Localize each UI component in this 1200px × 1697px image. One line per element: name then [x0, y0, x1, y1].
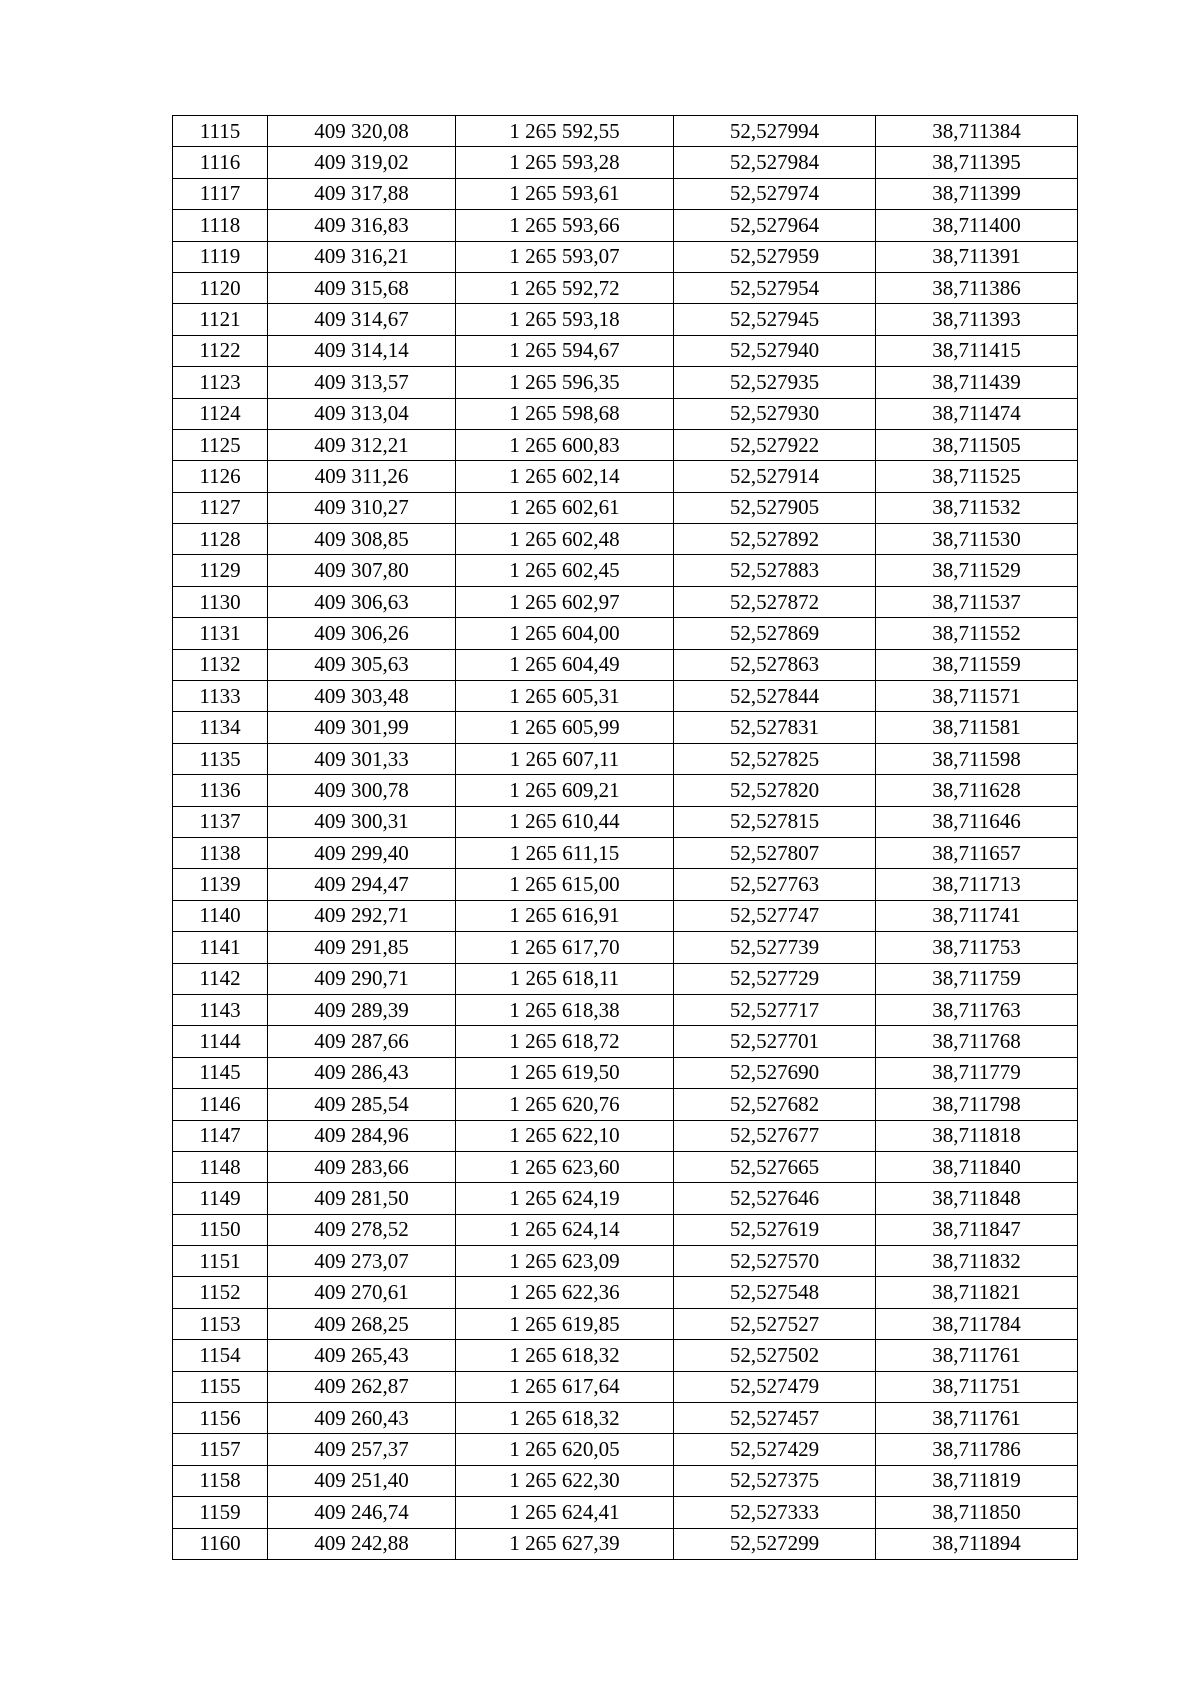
latitude-cell: 52,527429 [674, 1434, 876, 1465]
table-row [173, 178, 1078, 209]
latitude-cell: 52,527844 [674, 681, 876, 712]
table-row [173, 586, 1078, 617]
y-coordinate-cell: 1 265 618,72 [456, 1026, 674, 1057]
x-coordinate-cell: 409 246,74 [268, 1497, 456, 1528]
table-row [173, 398, 1078, 429]
longitude-cell: 38,711894 [876, 1528, 1078, 1559]
table-row [173, 712, 1078, 743]
point-number-cell: 1147 [173, 1120, 268, 1151]
x-coordinate-cell: 409 314,14 [268, 335, 456, 366]
latitude-cell: 52,527299 [674, 1528, 876, 1559]
point-number-cell: 1131 [173, 618, 268, 649]
point-number-cell: 1160 [173, 1528, 268, 1559]
longitude-cell: 38,711759 [876, 963, 1078, 994]
x-coordinate-cell: 409 292,71 [268, 900, 456, 931]
longitude-cell: 38,711850 [876, 1497, 1078, 1528]
y-coordinate-cell: 1 265 618,32 [456, 1403, 674, 1434]
y-coordinate-cell: 1 265 604,49 [456, 649, 674, 680]
longitude-cell: 38,711393 [876, 304, 1078, 335]
x-coordinate-cell: 409 289,39 [268, 994, 456, 1025]
y-coordinate-cell: 1 265 593,28 [456, 147, 674, 178]
y-coordinate-cell: 1 265 619,85 [456, 1308, 674, 1339]
point-number-cell: 1115 [173, 116, 268, 147]
longitude-cell: 38,711395 [876, 147, 1078, 178]
table-row [173, 1308, 1078, 1339]
point-number-cell: 1134 [173, 712, 268, 743]
point-number-cell: 1127 [173, 492, 268, 523]
point-number-cell: 1144 [173, 1026, 268, 1057]
latitude-cell: 52,527457 [674, 1403, 876, 1434]
longitude-cell: 38,711529 [876, 555, 1078, 586]
x-coordinate-cell: 409 299,40 [268, 837, 456, 868]
latitude-cell: 52,527940 [674, 335, 876, 366]
table-row [173, 241, 1078, 272]
longitude-cell: 38,711657 [876, 837, 1078, 868]
latitude-cell: 52,527375 [674, 1465, 876, 1496]
x-coordinate-cell: 409 308,85 [268, 524, 456, 555]
y-coordinate-cell: 1 265 602,45 [456, 555, 674, 586]
point-number-cell: 1120 [173, 272, 268, 303]
y-coordinate-cell: 1 265 617,70 [456, 932, 674, 963]
latitude-cell: 52,527815 [674, 806, 876, 837]
coordinates-table [172, 115, 1078, 1560]
table-row [173, 1183, 1078, 1214]
point-number-cell: 1151 [173, 1246, 268, 1277]
x-coordinate-cell: 409 262,87 [268, 1371, 456, 1402]
latitude-cell: 52,527872 [674, 586, 876, 617]
point-number-cell: 1155 [173, 1371, 268, 1402]
point-number-cell: 1124 [173, 398, 268, 429]
latitude-cell: 52,527717 [674, 994, 876, 1025]
x-coordinate-cell: 409 315,68 [268, 272, 456, 303]
longitude-cell: 38,711840 [876, 1151, 1078, 1182]
y-coordinate-cell: 1 265 620,05 [456, 1434, 674, 1465]
y-coordinate-cell: 1 265 605,99 [456, 712, 674, 743]
point-number-cell: 1150 [173, 1214, 268, 1245]
y-coordinate-cell: 1 265 602,14 [456, 461, 674, 492]
table-row [173, 304, 1078, 335]
latitude-cell: 52,527964 [674, 210, 876, 241]
x-coordinate-cell: 409 307,80 [268, 555, 456, 586]
x-coordinate-cell: 409 313,04 [268, 398, 456, 429]
table-row [173, 1151, 1078, 1182]
longitude-cell: 38,711474 [876, 398, 1078, 429]
table-row [173, 272, 1078, 303]
x-coordinate-cell: 409 265,43 [268, 1340, 456, 1371]
longitude-cell: 38,711552 [876, 618, 1078, 649]
table-row [173, 994, 1078, 1025]
longitude-cell: 38,711391 [876, 241, 1078, 272]
latitude-cell: 52,527665 [674, 1151, 876, 1182]
latitude-cell: 52,527570 [674, 1246, 876, 1277]
latitude-cell: 52,527892 [674, 524, 876, 555]
y-coordinate-cell: 1 265 602,48 [456, 524, 674, 555]
point-number-cell: 1149 [173, 1183, 268, 1214]
latitude-cell: 52,527739 [674, 932, 876, 963]
latitude-cell: 52,527994 [674, 116, 876, 147]
point-number-cell: 1117 [173, 178, 268, 209]
longitude-cell: 38,711386 [876, 272, 1078, 303]
latitude-cell: 52,527690 [674, 1057, 876, 1088]
latitude-cell: 52,527333 [674, 1497, 876, 1528]
point-number-cell: 1158 [173, 1465, 268, 1496]
table-row [173, 1277, 1078, 1308]
longitude-cell: 38,711832 [876, 1246, 1078, 1277]
longitude-cell: 38,711598 [876, 743, 1078, 774]
longitude-cell: 38,711525 [876, 461, 1078, 492]
point-number-cell: 1156 [173, 1403, 268, 1434]
table-row [173, 1026, 1078, 1057]
table-row [173, 147, 1078, 178]
x-coordinate-cell: 409 278,52 [268, 1214, 456, 1245]
latitude-cell: 52,527807 [674, 837, 876, 868]
y-coordinate-cell: 1 265 600,83 [456, 429, 674, 460]
point-number-cell: 1132 [173, 649, 268, 680]
table-row [173, 869, 1078, 900]
x-coordinate-cell: 409 242,88 [268, 1528, 456, 1559]
point-number-cell: 1159 [173, 1497, 268, 1528]
x-coordinate-cell: 409 281,50 [268, 1183, 456, 1214]
latitude-cell: 52,527869 [674, 618, 876, 649]
table-row [173, 1089, 1078, 1120]
y-coordinate-cell: 1 265 605,31 [456, 681, 674, 712]
table-row [173, 116, 1078, 147]
table-row [173, 1497, 1078, 1528]
point-number-cell: 1152 [173, 1277, 268, 1308]
table-row [173, 743, 1078, 774]
table-row [173, 963, 1078, 994]
latitude-cell: 52,527831 [674, 712, 876, 743]
longitude-cell: 38,711818 [876, 1120, 1078, 1151]
y-coordinate-cell: 1 265 592,55 [456, 116, 674, 147]
longitude-cell: 38,711537 [876, 586, 1078, 617]
x-coordinate-cell: 409 319,02 [268, 147, 456, 178]
latitude-cell: 52,527646 [674, 1183, 876, 1214]
latitude-cell: 52,527677 [674, 1120, 876, 1151]
point-number-cell: 1138 [173, 837, 268, 868]
table-row [173, 837, 1078, 868]
longitude-cell: 38,711400 [876, 210, 1078, 241]
latitude-cell: 52,527930 [674, 398, 876, 429]
table-row [173, 806, 1078, 837]
point-number-cell: 1143 [173, 994, 268, 1025]
longitude-cell: 38,711505 [876, 429, 1078, 460]
point-number-cell: 1139 [173, 869, 268, 900]
x-coordinate-cell: 409 313,57 [268, 367, 456, 398]
table-row [173, 649, 1078, 680]
point-number-cell: 1142 [173, 963, 268, 994]
x-coordinate-cell: 409 306,63 [268, 586, 456, 617]
y-coordinate-cell: 1 265 607,11 [456, 743, 674, 774]
latitude-cell: 52,527682 [674, 1089, 876, 1120]
table-row [173, 210, 1078, 241]
x-coordinate-cell: 409 301,33 [268, 743, 456, 774]
y-coordinate-cell: 1 265 623,60 [456, 1151, 674, 1182]
latitude-cell: 52,527922 [674, 429, 876, 460]
latitude-cell: 52,527820 [674, 775, 876, 806]
point-number-cell: 1123 [173, 367, 268, 398]
longitude-cell: 38,711763 [876, 994, 1078, 1025]
x-coordinate-cell: 409 316,21 [268, 241, 456, 272]
latitude-cell: 52,527974 [674, 178, 876, 209]
point-number-cell: 1121 [173, 304, 268, 335]
longitude-cell: 38,711821 [876, 1277, 1078, 1308]
longitude-cell: 38,711761 [876, 1403, 1078, 1434]
x-coordinate-cell: 409 300,31 [268, 806, 456, 837]
longitude-cell: 38,711848 [876, 1183, 1078, 1214]
y-coordinate-cell: 1 265 616,91 [456, 900, 674, 931]
longitude-cell: 38,711439 [876, 367, 1078, 398]
latitude-cell: 52,527527 [674, 1308, 876, 1339]
table-row [173, 1340, 1078, 1371]
x-coordinate-cell: 409 310,27 [268, 492, 456, 523]
x-coordinate-cell: 409 268,25 [268, 1308, 456, 1339]
x-coordinate-cell: 409 270,61 [268, 1277, 456, 1308]
table-row [173, 1371, 1078, 1402]
longitude-cell: 38,711786 [876, 1434, 1078, 1465]
table-row [173, 1057, 1078, 1088]
table-row [173, 1528, 1078, 1559]
latitude-cell: 52,527984 [674, 147, 876, 178]
latitude-cell: 52,527883 [674, 555, 876, 586]
x-coordinate-cell: 409 312,21 [268, 429, 456, 460]
table-row [173, 524, 1078, 555]
table-row [173, 932, 1078, 963]
y-coordinate-cell: 1 265 627,39 [456, 1528, 674, 1559]
latitude-cell: 52,527548 [674, 1277, 876, 1308]
table-row [173, 429, 1078, 460]
y-coordinate-cell: 1 265 622,30 [456, 1465, 674, 1496]
longitude-cell: 38,711751 [876, 1371, 1078, 1402]
point-number-cell: 1130 [173, 586, 268, 617]
longitude-cell: 38,711819 [876, 1465, 1078, 1496]
point-number-cell: 1125 [173, 429, 268, 460]
y-coordinate-cell: 1 265 618,38 [456, 994, 674, 1025]
y-coordinate-cell: 1 265 624,14 [456, 1214, 674, 1245]
latitude-cell: 52,527729 [674, 963, 876, 994]
table-row [173, 555, 1078, 586]
latitude-cell: 52,527959 [674, 241, 876, 272]
longitude-cell: 38,711753 [876, 932, 1078, 963]
y-coordinate-cell: 1 265 620,76 [456, 1089, 674, 1120]
x-coordinate-cell: 409 284,96 [268, 1120, 456, 1151]
longitude-cell: 38,711581 [876, 712, 1078, 743]
y-coordinate-cell: 1 265 624,41 [456, 1497, 674, 1528]
y-coordinate-cell: 1 265 604,00 [456, 618, 674, 649]
point-number-cell: 1133 [173, 681, 268, 712]
x-coordinate-cell: 409 251,40 [268, 1465, 456, 1496]
point-number-cell: 1148 [173, 1151, 268, 1182]
latitude-cell: 52,527945 [674, 304, 876, 335]
longitude-cell: 38,711741 [876, 900, 1078, 931]
longitude-cell: 38,711559 [876, 649, 1078, 680]
x-coordinate-cell: 409 273,07 [268, 1246, 456, 1277]
longitude-cell: 38,711761 [876, 1340, 1078, 1371]
point-number-cell: 1140 [173, 900, 268, 931]
x-coordinate-cell: 409 303,48 [268, 681, 456, 712]
table-row [173, 775, 1078, 806]
x-coordinate-cell: 409 260,43 [268, 1403, 456, 1434]
table-row [173, 1434, 1078, 1465]
x-coordinate-cell: 409 301,99 [268, 712, 456, 743]
x-coordinate-cell: 409 285,54 [268, 1089, 456, 1120]
longitude-cell: 38,711415 [876, 335, 1078, 366]
y-coordinate-cell: 1 265 602,61 [456, 492, 674, 523]
table-row [173, 492, 1078, 523]
point-number-cell: 1136 [173, 775, 268, 806]
x-coordinate-cell: 409 291,85 [268, 932, 456, 963]
table-row [173, 1214, 1078, 1245]
y-coordinate-cell: 1 265 610,44 [456, 806, 674, 837]
y-coordinate-cell: 1 265 611,15 [456, 837, 674, 868]
y-coordinate-cell: 1 265 623,09 [456, 1246, 674, 1277]
latitude-cell: 52,527619 [674, 1214, 876, 1245]
x-coordinate-cell: 409 305,63 [268, 649, 456, 680]
point-number-cell: 1154 [173, 1340, 268, 1371]
latitude-cell: 52,527825 [674, 743, 876, 774]
point-number-cell: 1118 [173, 210, 268, 241]
point-number-cell: 1146 [173, 1089, 268, 1120]
y-coordinate-cell: 1 265 618,11 [456, 963, 674, 994]
y-coordinate-cell: 1 265 593,07 [456, 241, 674, 272]
latitude-cell: 52,527905 [674, 492, 876, 523]
longitude-cell: 38,711571 [876, 681, 1078, 712]
table-row [173, 461, 1078, 492]
point-number-cell: 1157 [173, 1434, 268, 1465]
y-coordinate-cell: 1 265 615,00 [456, 869, 674, 900]
longitude-cell: 38,711768 [876, 1026, 1078, 1057]
y-coordinate-cell: 1 265 609,21 [456, 775, 674, 806]
point-number-cell: 1137 [173, 806, 268, 837]
coordinates-table-body [173, 116, 1078, 1560]
point-number-cell: 1141 [173, 932, 268, 963]
latitude-cell: 52,527935 [674, 367, 876, 398]
table-row [173, 367, 1078, 398]
point-number-cell: 1119 [173, 241, 268, 272]
y-coordinate-cell: 1 265 593,61 [456, 178, 674, 209]
longitude-cell: 38,711384 [876, 116, 1078, 147]
longitude-cell: 38,711784 [876, 1308, 1078, 1339]
table-row [173, 900, 1078, 931]
table-row [173, 1120, 1078, 1151]
y-coordinate-cell: 1 265 624,19 [456, 1183, 674, 1214]
x-coordinate-cell: 409 294,47 [268, 869, 456, 900]
x-coordinate-cell: 409 306,26 [268, 618, 456, 649]
latitude-cell: 52,527763 [674, 869, 876, 900]
table-row [173, 1403, 1078, 1434]
x-coordinate-cell: 409 314,67 [268, 304, 456, 335]
point-number-cell: 1116 [173, 147, 268, 178]
x-coordinate-cell: 409 316,83 [268, 210, 456, 241]
latitude-cell: 52,527479 [674, 1371, 876, 1402]
latitude-cell: 52,527701 [674, 1026, 876, 1057]
x-coordinate-cell: 409 287,66 [268, 1026, 456, 1057]
point-number-cell: 1153 [173, 1308, 268, 1339]
point-number-cell: 1126 [173, 461, 268, 492]
y-coordinate-cell: 1 265 598,68 [456, 398, 674, 429]
latitude-cell: 52,527863 [674, 649, 876, 680]
x-coordinate-cell: 409 300,78 [268, 775, 456, 806]
x-coordinate-cell: 409 286,43 [268, 1057, 456, 1088]
latitude-cell: 52,527502 [674, 1340, 876, 1371]
table-row [173, 1246, 1078, 1277]
y-coordinate-cell: 1 265 592,72 [456, 272, 674, 303]
x-coordinate-cell: 409 320,08 [268, 116, 456, 147]
x-coordinate-cell: 409 257,37 [268, 1434, 456, 1465]
point-number-cell: 1135 [173, 743, 268, 774]
table-row [173, 1465, 1078, 1496]
longitude-cell: 38,711713 [876, 869, 1078, 900]
x-coordinate-cell: 409 283,66 [268, 1151, 456, 1182]
x-coordinate-cell: 409 311,26 [268, 461, 456, 492]
longitude-cell: 38,711646 [876, 806, 1078, 837]
y-coordinate-cell: 1 265 619,50 [456, 1057, 674, 1088]
table-row [173, 681, 1078, 712]
point-number-cell: 1128 [173, 524, 268, 555]
y-coordinate-cell: 1 265 617,64 [456, 1371, 674, 1402]
y-coordinate-cell: 1 265 602,97 [456, 586, 674, 617]
x-coordinate-cell: 409 290,71 [268, 963, 456, 994]
longitude-cell: 38,711798 [876, 1089, 1078, 1120]
longitude-cell: 38,711847 [876, 1214, 1078, 1245]
latitude-cell: 52,527747 [674, 900, 876, 931]
longitude-cell: 38,711399 [876, 178, 1078, 209]
y-coordinate-cell: 1 265 622,10 [456, 1120, 674, 1151]
point-number-cell: 1145 [173, 1057, 268, 1088]
latitude-cell: 52,527954 [674, 272, 876, 303]
y-coordinate-cell: 1 265 596,35 [456, 367, 674, 398]
point-number-cell: 1129 [173, 555, 268, 586]
y-coordinate-cell: 1 265 593,66 [456, 210, 674, 241]
point-number-cell: 1122 [173, 335, 268, 366]
y-coordinate-cell: 1 265 594,67 [456, 335, 674, 366]
table-row [173, 335, 1078, 366]
longitude-cell: 38,711530 [876, 524, 1078, 555]
x-coordinate-cell: 409 317,88 [268, 178, 456, 209]
y-coordinate-cell: 1 265 618,32 [456, 1340, 674, 1371]
latitude-cell: 52,527914 [674, 461, 876, 492]
longitude-cell: 38,711628 [876, 775, 1078, 806]
table-row [173, 618, 1078, 649]
longitude-cell: 38,711779 [876, 1057, 1078, 1088]
y-coordinate-cell: 1 265 593,18 [456, 304, 674, 335]
y-coordinate-cell: 1 265 622,36 [456, 1277, 674, 1308]
longitude-cell: 38,711532 [876, 492, 1078, 523]
